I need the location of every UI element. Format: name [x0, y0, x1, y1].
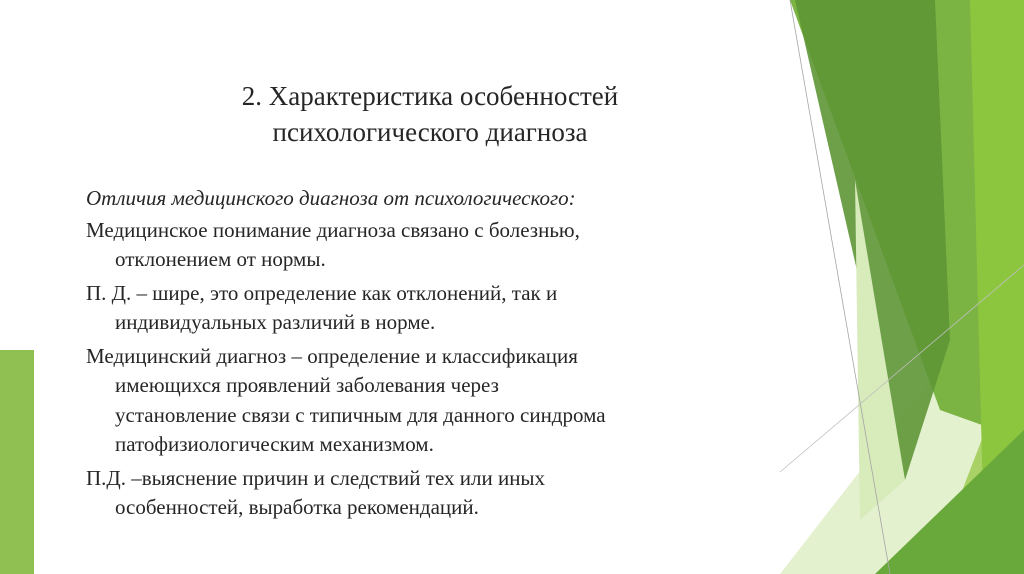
paragraph-line: особенностей, выработка рекомендаций. [115, 495, 479, 519]
slide-title-line-1: 2. Характеристика особенностей [241, 81, 619, 111]
paragraph-line: установление связи с типичным для данного синдрома [115, 402, 606, 427]
slide-title-line-2: психологического диагноза [272, 117, 588, 147]
paragraph-line: Медицинское понимание диагноза связано с болезнью, [86, 217, 580, 242]
paragraph-line: Медицинский диагноз – определение и классификация [86, 343, 578, 368]
paragraph-line: патофизиологическим механизмом. [115, 432, 434, 456]
paragraph-psych-diagnosis-causes [86, 464, 776, 523]
left-green-bar [0, 350, 34, 574]
paragraph-line: П. Д. – шире, это определение как отклонений, так и [86, 280, 558, 305]
paragraph-medical-diagnosis [86, 342, 776, 460]
paragraph-line: П.Д. –выяснение причин и следствий тех или иных [86, 465, 546, 490]
slide-title [150, 78, 710, 150]
paragraph-line: индивидуальных различий в норме. [115, 310, 436, 334]
paragraph-medical-understanding [86, 216, 776, 275]
slide-body [86, 184, 776, 527]
slide-subtitle: Отличия медицинского диагноза от психологического: [86, 186, 576, 210]
paragraph-psych-diagnosis-broader [86, 279, 776, 338]
paragraph-line: имеющихся проявлений заболевания через [115, 373, 499, 397]
paragraph-line: отклонением от нормы. [115, 247, 326, 271]
